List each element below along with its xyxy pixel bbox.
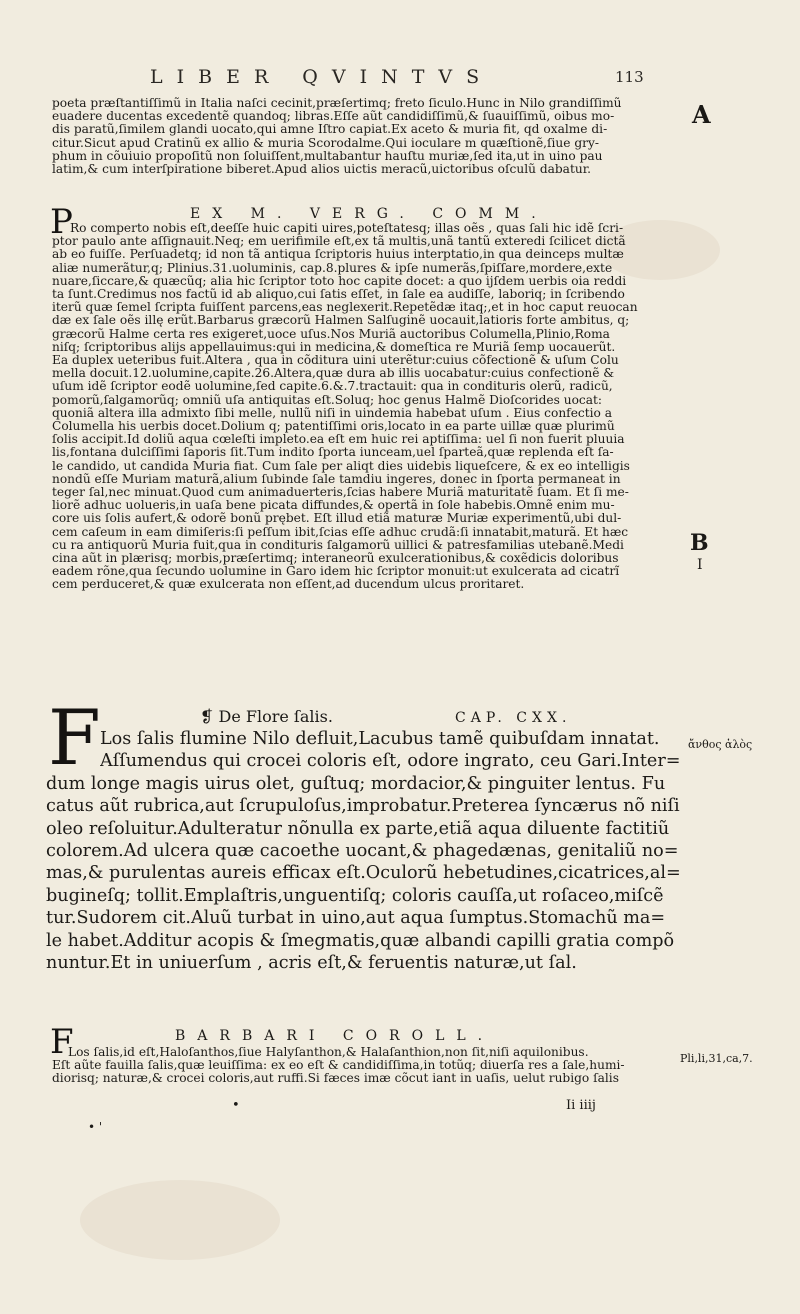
- text-line: liorẽ adhuc uolueris,in uaſa bene picata diffundes,& opertã in ſole habebis.Omnẽ enim mu-: [52, 499, 615, 513]
- text-line: nuntur.Et in uniuerſum , acris eſt,& feruentis naturæ,ut ſal.: [46, 953, 577, 974]
- footer-marks: • ': [88, 1120, 103, 1134]
- margin-letter-i: I: [697, 557, 703, 573]
- chapter-dropcap: F: [48, 693, 101, 782]
- text-line: catus aũt rubrica,aut ſcrupuloſus,improbatur.Preterea ſyncærus nõ niſi: [46, 796, 680, 817]
- running-title: LIBER QVINTVS: [150, 66, 494, 88]
- section2-heading: BARBARI COROLL.: [175, 1028, 495, 1044]
- text-line: lis,fontana dulciſſimi ſaporis ſit.Tum indito ſporta iunceam,uel ſparteã,quæ replenda eſt ſa-: [52, 446, 614, 460]
- text-line: niſq; ſcriptoribus alijs appellauimus:qui in medicina,& domeſtica re Muriã ſemp uocauerũt.: [52, 340, 616, 354]
- text-line: dæ ex ſale oẽs illę erũt.Barbarus græcorũ Halmen Salſuginẽ uocauit,latioris forte ambitus, q;: [52, 314, 630, 328]
- text-line: dum longe magis uirus olet, guſtuq; mordacior,& pinguiter lentus. Fu: [46, 773, 666, 794]
- text-line: citur.Sicut apud Cratinũ ex allio & muria Scorodalme.Qui ioculare m quæſtionẽ,ſiue gry-: [52, 136, 600, 150]
- text-line: Ea duplex ueteribus fuit.Altera , qua in cõditura uini uterẽtur:cuius cõfectionẽ & uſum Colu: [52, 354, 619, 368]
- margin-reference-note: Pli,li,31,ca,7.: [680, 1052, 753, 1065]
- text-line: mas,& purulentas aureis efficax eſt.Oculorũ hebetudines,cicatrices,al=: [46, 863, 681, 884]
- text-line: nuare,ſiccare,& quæcũq; alia hic ſcriptor toto hoc capite docet: a quo ijſdem uerbis oia reddi: [52, 274, 627, 288]
- text-line: le candido, ut candida Muria fiat. Cum ſale per aliqt dies uidebis liqueſcere, & ex eo intelligis: [52, 459, 630, 473]
- text-line: Los ſalis flumine Nilo defluit,Lacubus tamẽ quibuſdam innatat.: [100, 729, 660, 749]
- text-line: oleo reſoluitur.Adulteratur nõnulla ex parte,etiã aqua diluente factitiũ: [46, 818, 670, 839]
- text-line: mella docuit.12.uolumine,capite.26.Altera,quæ dura ab illis uocabatur:cuius confectionẽ &: [52, 367, 615, 381]
- margin-letter-a: A: [692, 100, 711, 129]
- running-header: [150, 66, 650, 88]
- text-line: Aſſumendus qui crocei coloris eſt, odore ingrato, ceu Gari.Inter=: [100, 751, 681, 772]
- text-line: cem perduceret,& quæ exulcerata non eſſent,ad ducendum ulcus proritaret.: [52, 578, 525, 592]
- section2-dropcap: F: [50, 1022, 74, 1062]
- text-line: cem caſeum in eam dimiſeris:ſi peſſum ibit,ſcias eſſe adhuc crudã:ſi innatabit,maturã. Et hæc: [52, 525, 629, 539]
- chapter-number: CAP. CXX.: [455, 710, 572, 726]
- paper-stain: [80, 1180, 280, 1260]
- text-line: aliæ numerãtur,q; Plinius.31.uoluminis, cap.8.plures & ipſe numerãs,ſpiſſare,mordere,exte: [52, 261, 613, 275]
- text-line: iterũ quæ ſemel ſcripta fuiſſent parcens,eas neglexerit.Repetẽdæ itaq;,et in hoc caput reuocan: [52, 301, 638, 315]
- ornament-dot: •: [232, 1098, 240, 1113]
- text-line: Los ſalis,id eſt,Haloſanthos,ſiue Halyſanthon,& Halaſanthion,non ſit,niſi aquilonibus.: [68, 1046, 589, 1059]
- chapter-title: ❡ De Flore ſalis.: [200, 707, 333, 726]
- section1-dropcap: P: [50, 202, 73, 242]
- text-line: ta ſunt.Credimus nos factũ id ab aliquo,cui ſatis eſſet, in ſale ea audiſſe, laboriq; in ſcribendo: [52, 288, 625, 302]
- text-line: diorisq; naturæ,& crocei coloris,aut ruffi.Si fæces imæ cõcut iant in uaſis, uelut rubigo ſalis: [52, 1072, 619, 1086]
- text-line: colorem.Ad ulcera quæ cacoethe uocant,& phagedænas, genitaliũ no=: [46, 841, 679, 862]
- text-line: ſolis accipit.Id doliũ aqua cœleſti impleto.ea eſt em huic rei aptiſſima: uel ſi non fuerit pluuia: [52, 433, 625, 447]
- text-line: bugineſq; tollit.Emplaſtris,unguentiſq; coloris cauſſa,ut roſaceo,miſcẽ: [46, 885, 664, 906]
- text-line: cina aũt in plærisq; morbis,præſertimq; interaneorũ exulcerationibus,& coxẽdicis doloribus: [52, 552, 619, 566]
- text-line: core uis ſolis aufert,& odorẽ bonũ prębet. Eſt illud etiã maturæ Muriæ experimentũ,ubi dul-: [52, 512, 622, 526]
- text-line: euadere ducentas excedentẽ quandoq; libras.Eſſe aũt candidiſſimũ,& ſuauiſſimũ, oibus mo-: [52, 110, 615, 124]
- text-line: Ro comperto nobis eſt,deeſſe huic capiti uires,poteſtatesq; illas oẽs , quas ſali hic idẽ ſcri-: [70, 222, 624, 235]
- text-line: ab eo fuiſſe. Perſuadetq; id non tã antiqua ſcriptoris huius interptatio,in qua deinceps multæ: [52, 248, 624, 262]
- chapter-body: [46, 728, 690, 974]
- section2-body: [52, 1046, 680, 1086]
- text-line: ptor paulo ante aſſignauit.Neq; em uerifimile eſt,ex tã multis,unã tantũ exteredi ſcilicet dictã: [52, 235, 626, 249]
- text-line: Eſt aũte fauilla ſalis,quæ leuiſſima: ex eo eſt & candidiſſima,in totũq; diuerſa res a ſale,humi-: [52, 1059, 625, 1073]
- text-line: græcorũ Halme certa res exigeret,uoce uſus.Nos Muriã auctoribus Columella,Plinio,Roma: [52, 327, 610, 341]
- section2-heading-wrap: [175, 1028, 575, 1044]
- folio-number: 113: [615, 68, 644, 86]
- text-line: quoniã altera illa admixto ſibi melle, nullũ niſi in uindemia habebat uſum . Eius confectio a: [52, 406, 613, 420]
- text-line: tur.Sudorem cit.Aluũ turbat in uino,aut aqua ſumptus.Stomachũ ma=: [46, 908, 666, 929]
- text-line: teger ſal,nec minuat.Quod cum animaduerteris,ſcias habere Muriã maturitatẽ ſuam. Et ſi me-: [52, 486, 629, 500]
- text-line: dis paratũ,ſimilem glandi uocato,qui amne Iſtro capiat.Ex aceto & muria fit, qd oxalme di-: [52, 123, 608, 137]
- section1-heading-wrap: [190, 206, 590, 222]
- text-line: phum in cõuiuio propoſitũ non ſoluiſſent,multabantur hauſtu muriæ,ſed ita,ut in uino pau: [52, 149, 603, 163]
- section1-heading: EX M. VERG. COMM.: [190, 206, 548, 222]
- text-line: pomorũ,ſalgamorũq; omniũ uſa antiquitas eſt.Soluq; hoc genus Halmẽ Dioſcorides uocat:: [52, 393, 602, 407]
- text-line: uſum idẽ ſcriptor eodẽ uolumine,ſed capite.6.&.7.tractauit: qua in condituris olerũ, radicũ,: [52, 380, 613, 394]
- section1-body: [52, 222, 682, 592]
- text-line: poeta præſtantiſſimũ in Italia naſci cecinit,præſertimq; freto ſiculo.Hunc in Nilo grandiſſimũ: [52, 97, 622, 110]
- text-line: eadem rõne,qua ſecundo uolumine in Garo idem hic ſcriptor monuit:ut exulcerata ad cicatrĩ: [52, 565, 620, 579]
- margin-letter-b: B: [690, 530, 709, 556]
- margin-greek-note: ἄνθος ἁλὸς: [688, 738, 753, 751]
- top-paragraph: [52, 97, 682, 176]
- text-line: nondũ eſſe Muriam maturã,alium ſubinde ſale tamdiu ingeres, donec in ſporta permaneat in: [52, 472, 621, 486]
- text-line: Columella his uerbis docet.Dolium q; patentiſſimi oris,locato in ea parte uillæ quæ plurimũ: [52, 420, 615, 434]
- text-line: cu ra antiquorũ Muria fuit,qua in condituris ſalgamorũ uillici & patresfamilias utebanẽ.Medi: [52, 538, 624, 552]
- signature-mark: Ii iiij: [566, 1098, 596, 1113]
- text-line: le habet.Additur acopis & ſmegmatis,quæ albandi capilli gratia compõ: [46, 930, 675, 951]
- text-line: latim,& cum interſpiratione biberet.Apud alios uictis meracũ,uictoribus oſculũ dabatur.: [52, 163, 592, 177]
